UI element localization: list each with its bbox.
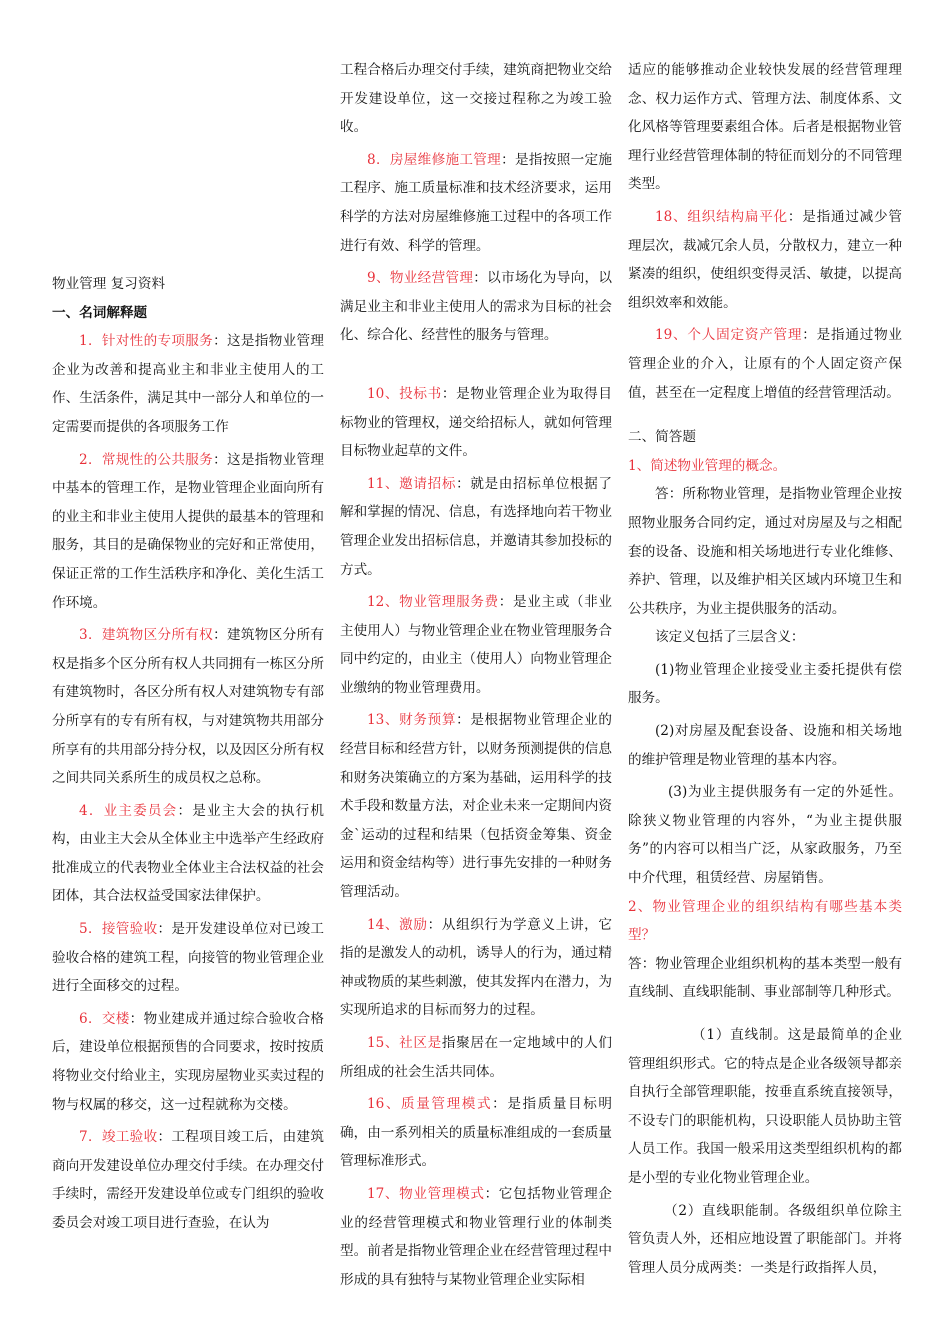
definition-19: 19、个人固定资产管理：是指通过物业管理企业的介入，让原有的个人固定资产保值，甚至在一定程度上增值的经营管理活动。: [628, 327, 903, 401]
column-3: [628, 56, 902, 1282]
definition-7-continued: 工程合格后办理交付手续，建筑商把物业交给开发建设单位，这一交接过程称之为竣工验收。: [340, 62, 612, 136]
definition-6: 6．交楼：物业建成并通过综合验收合格后，建设单位根据预售的合同要求，按时按质将物业交付给业主，实现房屋物业买卖过程的物与权属的移交，这一过程就称为交楼。: [52, 1010, 324, 1113]
question-1: 1、简述物业管理的概念。: [628, 457, 787, 474]
term-17: 17、物业管理模式: [367, 1185, 485, 1202]
definition-18: 18、组织结构扁平化：是指通过减少管理层次，裁减冗余人员，分散权力，建立一种紧凑的组织，使组织变得灵活、敏捷，以提高组织效率和效能。: [628, 208, 902, 311]
column-1: [52, 270, 324, 1238]
definition-7: 7．竣工验收：工程项目竣工后，由建筑商向开发建设单位办理交付手续。在办理交付手续时，需经开发建设单位或专门组织的验收委员会对竣工项目进行查验，在认为: [52, 1129, 325, 1231]
definition-2: 2．常规性的公共服务：这是指物业管理中基本的管理工作，是物业管理企业面向所有的业主和非业主使用人提供的最基本的管理和服务，其目的是确保物业的完好和正常使用，保证正常的工作生活秩序和净化、美化生活工作环境。: [52, 451, 325, 611]
term-16: 16、质量管理模式: [367, 1096, 493, 1113]
term-10: 10、投标书: [367, 385, 442, 402]
definition-13: 13、财务预算：是根据物业管理企业的经营目标和经营方针，以财务预测提供的信息和财务决策确立的方案为基础，运用科学的技术手段和数量方法，对企业未来一定期间内资金`运动的过程和结果（包括资金筹集、资金运用和资金结构等）进行事先安排的一种财务管理活动。: [340, 712, 612, 901]
definition-15: 15、社区是指聚居在一定地域中的人们所组成的社会生活共同体。: [340, 1035, 612, 1080]
definition-17-continued: 适应的能够推动企业较快发展的经营管理理念、权力运作方式、管理方法、制度体系、文化风格等管理要素组合体。后者是根据物业管理行业经营管理体制的特征而划分的不同管理类型。: [628, 62, 902, 193]
term-12: 12、物业管理服务费: [367, 594, 499, 611]
answer-1-point-3: (3)为业主提供服务有一定的外延性。除狭义物业管理的内容外，“为业主提供服务”的内容可以相当广泛，从家政服务，乃至中介代理，租赁经营、房屋销售。: [628, 784, 902, 887]
term-4: 4．业主委员会: [79, 802, 178, 819]
term-11: 11、邀请招标: [367, 475, 457, 492]
answer-1-point-2: (2)对房屋及配套设备、设施和相关场地的维护管理是物业管理的基本内容。: [628, 723, 902, 768]
term-8: 8．房屋维修施工管理: [367, 151, 502, 168]
term-14: 14、激励: [367, 916, 428, 933]
term-18: 18、组织结构扁平化: [655, 208, 788, 225]
definition-12: 12、物业管理服务费：是业主或（非业主使用人）与物业管理企业在物业管理服务合同中约定的，由业主（使用人）向物业管理企业缴纳的物业管理费用。: [340, 594, 612, 696]
answer-2-point-2: （2）直线职能制。各级组织单位除主管负责人外，还相应地设置了职能部门。并将管理人员分成两类：一类是行政指挥人员，: [628, 1202, 902, 1276]
term-1: 1．针对性的专项服务: [79, 333, 214, 350]
definition-4: 4．业主委员会：是业主大会的执行机构，由业主大会从全体业主中选举产生经政府批准成立的代表物业全体业主合法权益的社会团体，其合法权益受国家法律保护。: [52, 802, 325, 905]
definition-9: 9、物业经营管理：以市场化为导向，以满足业主和非业主使用人的需求为目标的社会化、综合化、经营性的服务与管理。: [340, 270, 612, 344]
definition-1: 1．针对性的专项服务：这是指物业管理企业为改善和提高业主和非业主使用人的工作、生活条件，满足其中一部分人和单位的一定需要而提供的各项服务工作: [52, 333, 325, 435]
section-heading-1: 一、名词解释题: [52, 304, 148, 321]
definition-5: 5．接管验收：是开发建设单位对已竣工验收合格的建筑工程，向接管的物业管理企业进行全面移交的过程。: [52, 921, 325, 995]
definition-16: 16、质量管理模式：是指质量目标明确，由一系列相关的质量标准组成的一套质量管理标准形式。: [340, 1096, 612, 1170]
term-15: 15、社区是: [367, 1035, 442, 1051]
column-2: [340, 56, 612, 1294]
definition-10: 10、投标书：是物业管理企业为取得目标物业的管理权，递交给招标人，就如何管理目标物业起草的文件。: [340, 385, 612, 460]
answer-1-point-1: (1)物业管理企业接受业主委托提供有偿服务。: [628, 661, 902, 707]
term-9: 9、物业经营管理: [367, 270, 474, 287]
answer-1-intro: 该定义包括了三层含义：: [655, 629, 805, 646]
term-19: 19、个人固定资产管理: [655, 327, 803, 344]
answer-2-point-1: （1）直线制。这是最简单的企业管理组织形式。它的特点是企业各级领导都亲自执行全部管理职能，按垂直系统直接领导，不设专门的职能机构，只设职能人员协助主管人员工作。我国一般采用这类型组织机构的都是小型的专业化物业管理企业。: [628, 1027, 902, 1186]
answer-2: 答：物业管理企业组织机构的基本类型一般有直线制、直线职能制、事业部制等几种形式。: [628, 955, 902, 1001]
term-3: 3．建筑物区分所有权: [79, 627, 214, 644]
definition-8: 8．房屋维修施工管理：是指按照一定施工程序、施工质量标准和技术经济要求，运用科学的方法对房屋维修施工过程中的各项工作进行有效、科学的管理。: [340, 151, 613, 254]
definition-14: 14、激励：从组织行为学意义上讲，它指的是激发人的动机，诱导人的行为，通过精神或物质的某些刺激，使其发挥内在潜力，为实现所追求的目标而努力的过程。: [340, 916, 612, 1019]
doc-title: 物业管理 复习资料: [52, 276, 166, 292]
answer-1: 答：所称物业管理，是指物业管理企业按照物业服务合同约定，通过对房屋及与之相配套的设备、设施和相关场地进行专业化维修、养护、管理，以及维护相关区域内环境卫生和公共秩序，为业主提供服务的活动。: [628, 486, 902, 617]
definition-3: 3．建筑物区分所有权：建筑物区分所有权是指多个区分所有权人共同拥有一栋区分所有建筑物时，各区分所有权人对建筑物专有部分所享有的专有所有权，与对建筑物共用部分所享有的共用部分持分权，以及因区分所有权之间共同关系所生的成员权之总称。: [52, 627, 325, 787]
term-6: 6．交楼: [79, 1010, 130, 1027]
question-2: 2、物业管理企业的组织结构有哪些基本类型？: [628, 898, 902, 944]
term-7: 7．竣工验收: [79, 1129, 158, 1146]
definition-11: 11、邀请招标：就是由招标单位根据了解和掌握的情况、信息，有选择地向若干物业管理企业发出招标信息，并邀请其参加投标的方式。: [340, 475, 612, 578]
definition-17: 17、物业管理模式：它包括物业管理企业的经营管理模式和物业管理行业的体制类型。前者是指物业管理企业在经营管理过程中形成的具有独特与某物业管理企业实际相: [340, 1185, 612, 1288]
term-13: 13、财务预算: [367, 712, 457, 729]
term-2: 2．常规性的公共服务: [79, 451, 214, 468]
section-heading-2: 二、简答题: [628, 429, 696, 446]
term-5: 5．接管验收: [79, 921, 158, 938]
